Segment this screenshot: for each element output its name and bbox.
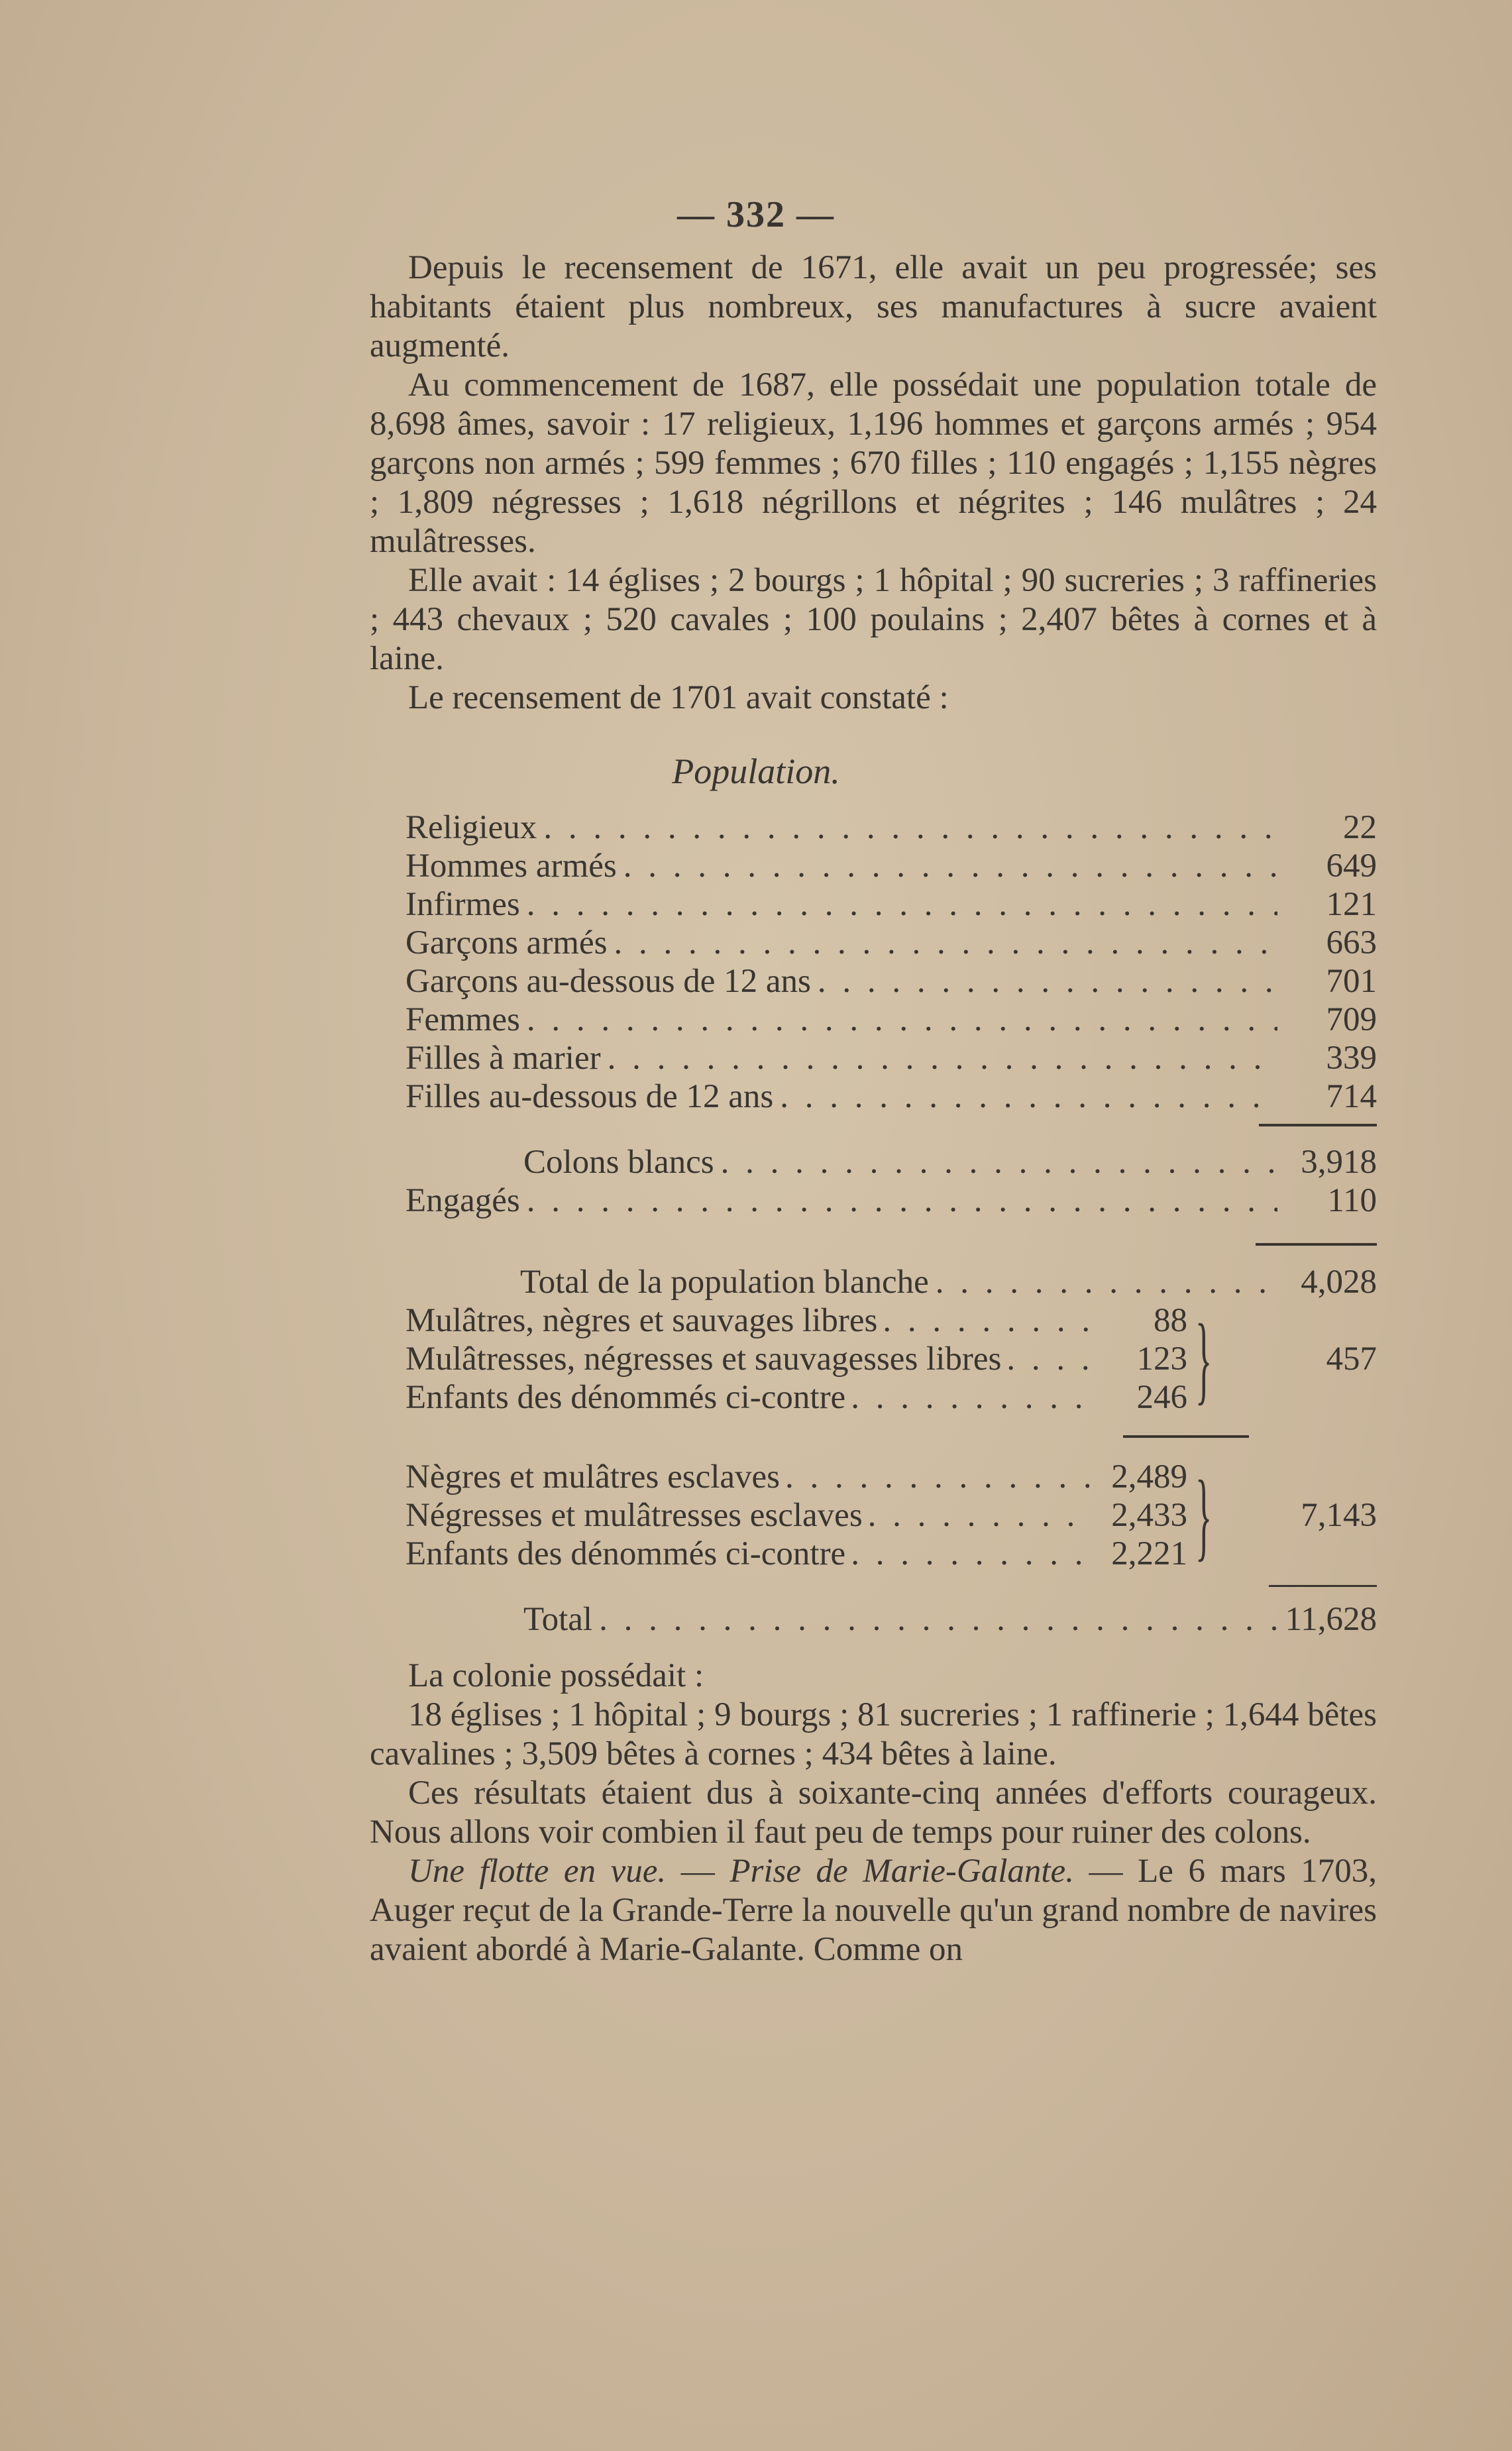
row-label: Filles au-dessous de 12 ans: [405, 1078, 774, 1115]
sum-rule: [1256, 1243, 1377, 1246]
leader-dots: [780, 1077, 1277, 1116]
paragraph-4: Le recensement de 1701 avait constaté :: [408, 679, 949, 716]
leader-dots: [527, 1181, 1277, 1220]
row-value: 4,028: [1301, 1264, 1377, 1301]
row-value: 649: [1326, 847, 1377, 885]
table-row: [405, 1001, 1377, 1039]
row-value: 3,918: [1301, 1144, 1377, 1181]
leader-dots: [818, 962, 1277, 1001]
row-label: Infirmes: [405, 886, 520, 923]
table-row: [405, 885, 1377, 924]
row-label: Mulâtres, nègres et sauvages libres: [405, 1302, 878, 1339]
row-value: 22: [1343, 809, 1377, 846]
row-value: 246: [1136, 1379, 1187, 1416]
row-label: Total: [523, 1601, 593, 1638]
paragraph-7: Ces résultats étaient dus à soixante-cinq années d'efforts courageux. Nous allons voir combien il faut peu de temps pour ruiner des colons.: [370, 1774, 1377, 1851]
slave-group-total: 7,143: [1301, 1497, 1377, 1534]
table-row: [405, 1301, 1187, 1340]
row-label: Nègres et mulâtres esclaves: [405, 1458, 781, 1496]
page-number: — 332 —: [677, 194, 835, 235]
table-row: [405, 847, 1377, 885]
sum-rule: [1259, 1124, 1377, 1126]
closing-text: [370, 1657, 1377, 1969]
paragraph-1: Depuis le recensement de 1671, elle avait un peu progressée; ses habitants étaient plus nombreux, ses manufactures à sucre avaient augmenté.: [370, 249, 1377, 364]
table-heading: Population.: [672, 751, 840, 791]
row-value: 701: [1326, 963, 1377, 1000]
leader-dots: [614, 924, 1277, 962]
row-value: 88: [1154, 1302, 1187, 1339]
leader-dots: [608, 1039, 1277, 1077]
row-label: Colons blancs: [523, 1144, 714, 1181]
leader-dots: [599, 1600, 1277, 1639]
table-row: [405, 1077, 1377, 1116]
row-label: Garçons armés: [405, 924, 608, 961]
row-value: 2,433: [1111, 1497, 1187, 1534]
leader-dots: [851, 1378, 1089, 1417]
row-label: Enfants des dénommés ci-contre: [405, 1535, 846, 1572]
total-white-row: [520, 1263, 1377, 1301]
leader-dots: [543, 808, 1277, 847]
leader-dots: [785, 1458, 1089, 1496]
row-label: Total de la population blanche: [520, 1264, 929, 1301]
row-value: 2,221: [1111, 1535, 1187, 1572]
sum-rule: [1123, 1435, 1249, 1438]
row-value: 2,489: [1111, 1458, 1187, 1496]
leader-dots: [1006, 1340, 1089, 1378]
brace-icon: }: [1195, 1304, 1213, 1414]
row-label: Enfants des dénommés ci-contre: [405, 1379, 846, 1416]
leader-dots: [883, 1301, 1089, 1340]
row-value: 339: [1326, 1040, 1377, 1077]
leader-dots: [527, 1001, 1277, 1039]
subtotal-row: [523, 1143, 1377, 1181]
table-row: [405, 1181, 1377, 1220]
paragraph-5: La colonie possédait :: [408, 1657, 704, 1694]
row-label: Négresses et mulâtresses esclaves: [405, 1497, 863, 1534]
brace-icon: }: [1195, 1460, 1213, 1570]
row-label: Hommes armés: [405, 847, 617, 885]
table-row: [405, 808, 1377, 847]
row-label: Mulâtresses, négresses et sauvagesses libres: [405, 1340, 1002, 1378]
row-label: Religieux: [405, 809, 537, 846]
row-label: Garçons au-dessous de 12 ans: [405, 963, 811, 1000]
row-label: Engagés: [405, 1182, 520, 1219]
table-row: [405, 1458, 1187, 1496]
row-value: 709: [1326, 1001, 1377, 1038]
table-row: [405, 962, 1377, 1001]
leader-dots: [527, 885, 1277, 924]
row-value: 123: [1136, 1340, 1187, 1378]
paragraph-3: Elle avait : 14 églises ; 2 bourgs ; 1 hôpital ; 90 sucreries ; 3 raffineries ; 443 chevaux ; 520 cavales ; 100 poulains ; 2,407 bêtes à cornes et à laine.: [370, 562, 1377, 677]
intro-text: [370, 248, 1377, 718]
leader-dots: [868, 1496, 1089, 1535]
table-row: [405, 1340, 1187, 1378]
table-row: [405, 924, 1377, 962]
table-row: [405, 1378, 1187, 1417]
table-row: [405, 1496, 1187, 1535]
row-value: 110: [1327, 1182, 1377, 1219]
row-label: Femmes: [405, 1001, 520, 1038]
section-title-a: Une flotte en vue.: [408, 1853, 667, 1890]
slave-group: [405, 1458, 1247, 1577]
row-value: 121: [1326, 886, 1377, 923]
leader-dots: [623, 847, 1277, 885]
paragraph-body: — Le 6 mars 1703, Auger reçut de la Grande-Terre la nouvelle qu'un grand nombre de navires avaient abordé à Marie-Galante. Comme on: [370, 1853, 1377, 1968]
section-separator: —: [666, 1853, 730, 1890]
sum-rule: [1269, 1585, 1377, 1587]
paragraph-2: Au commencement de 1687, elle possédait une population totale de 8,698 âmes, savoir : 17 religieux, 1,196 hommes et garçons armés ; 954 garçons non armés ; 599 femmes ; 670 filles ; 110 engagés ; 1,155 nègres ; 1,809 négresses ; 1,618 négrillons et négrites ; 146 mulâtres ; 24 mulâtresses.: [370, 366, 1377, 560]
row-value: 663: [1326, 924, 1377, 961]
paragraph-8: [370, 1852, 1377, 1969]
row-value: 11,628: [1285, 1601, 1377, 1638]
free-group: [405, 1301, 1247, 1421]
leader-dots: [851, 1535, 1089, 1573]
table-row: [405, 1039, 1377, 1077]
free-group-total: 457: [1326, 1340, 1377, 1378]
section-title-b: Prise de Marie-Galante.: [729, 1853, 1074, 1890]
grand-total-row: [523, 1600, 1377, 1639]
leader-dots: [721, 1143, 1277, 1181]
paragraph-6: 18 églises ; 1 hôpital ; 9 bourgs ; 81 sucreries ; 1 raffinerie ; 1,644 bêtes cavalines ; 3,509 bêtes à cornes ; 434 bêtes à laine.: [370, 1696, 1377, 1772]
table-row: [405, 1535, 1187, 1573]
row-label: Filles à marier: [405, 1040, 601, 1077]
leader-dots: [936, 1263, 1277, 1301]
row-value: 714: [1326, 1078, 1377, 1115]
